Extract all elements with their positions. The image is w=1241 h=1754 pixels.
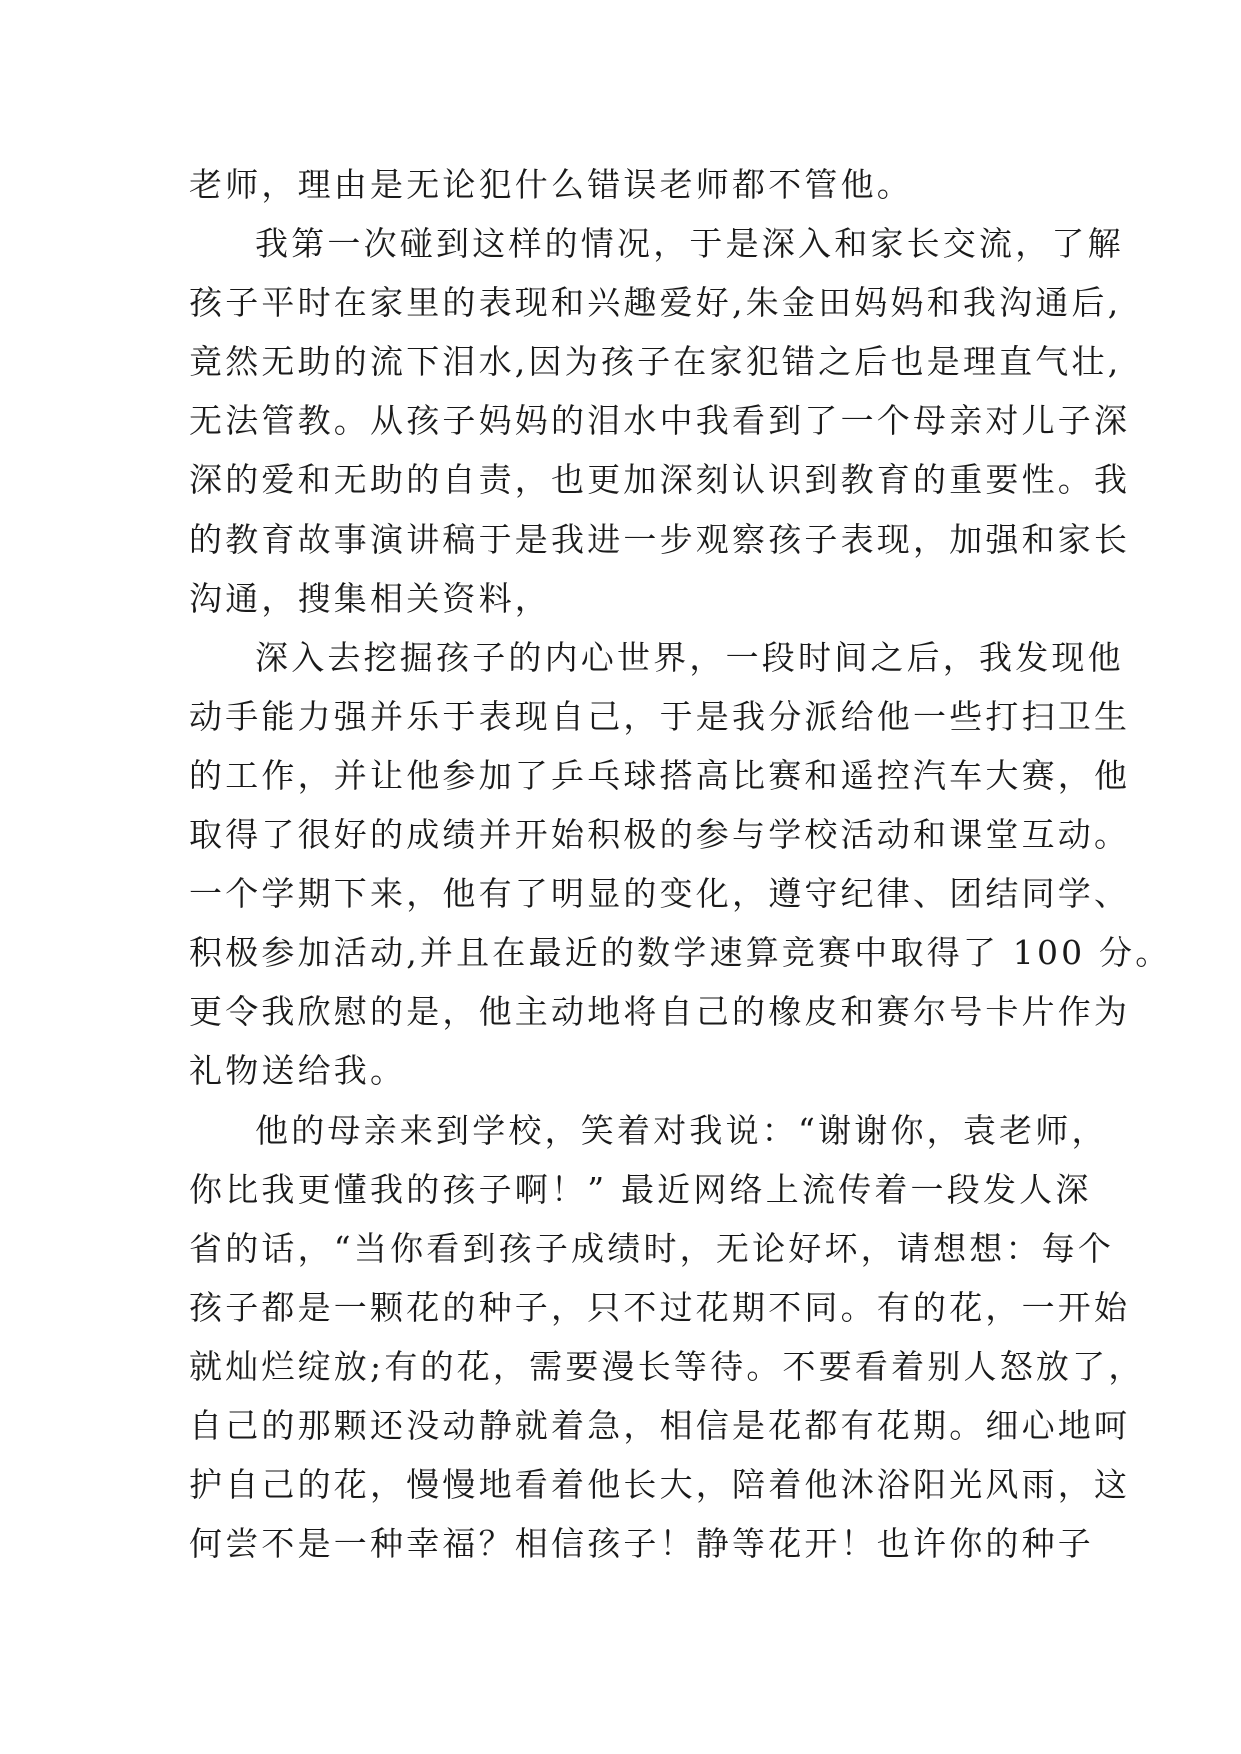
text-line: 自己的那颗还没动静就着急，相信是花都有花期。细心地呵 [189,1405,1131,1445]
paragraph-start-line: 我第一次碰到这样的情况，于是深入和家长交流，了解 [255,224,1124,264]
text-line: 积极参加活动,并且在最近的数学速算竞赛中取得了 100 分。 [189,933,1172,973]
paragraph-start-line: 深入去挖掘孩子的内心世界，一段时间之后，我发现他 [255,637,1124,677]
text-line: 护自己的花，慢慢地看着他长大，陪着他沐浴阳光风雨，这 [189,1465,1131,1505]
text-line: 老师，理由是无论犯什么错误老师都不管他。 [189,165,913,204]
text-line: 深的爱和无助的自责，也更加深刻认识到教育的重要性。我 [189,460,1131,500]
text-line: 何尝不是一种幸福？相信孩子！静等花开！也许你的种子 [189,1524,1094,1564]
body-text [189,155,1172,1573]
text-line: 就灿烂绽放;有的花，需要漫长等待。不要看着别人怒放了， [189,1346,1145,1386]
text-line: 孩子平时在家里的表现和兴趣爱好,朱金田妈妈和我沟通后, [189,283,1122,323]
paragraph-start-line: 他的母亲来到学校，笑着对我说：“谢谢你，袁老师， [255,1110,1108,1150]
text-line: 更令我欣慰的是，他主动地将自己的橡皮和赛尔号卡片作为 [189,992,1131,1032]
text-line: 沟通，搜集相关资料， [189,578,551,618]
text-line: 竟然无助的流下泪水,因为孩子在家犯错之后也是理直气壮, [189,342,1122,382]
text-line: 无法管教。从孩子妈妈的泪水中我看到了一个母亲对儿子深 [189,401,1131,441]
text-line: 的教育故事演讲稿于是我进一步观察孩子表现，加强和家长 [189,519,1131,559]
text-line: 你比我更懂我的孩子啊！” 最近网络上流传着一段发人深 [189,1169,1092,1209]
text-line: 的工作，并让他参加了乒乓球搭高比赛和遥控汽车大赛，他 [189,755,1131,795]
text-line: 省的话，“当你看到孩子成绩时，无论好坏，请想想：每个 [189,1228,1115,1268]
text-line: 动手能力强并乐于表现自己，于是我分派给他一些打扫卫生 [189,696,1131,736]
text-line: 取得了很好的成绩并开始积极的参与学校活动和课堂互动。 [189,815,1131,855]
text-line: 礼物送给我。 [189,1051,407,1091]
text-line: 孩子都是一颗花的种子，只不过花期不同。有的花，一开始 [189,1287,1131,1327]
text-line: 一个学期下来，他有了明显的变化，遵守纪律、团结同学、 [189,874,1131,914]
